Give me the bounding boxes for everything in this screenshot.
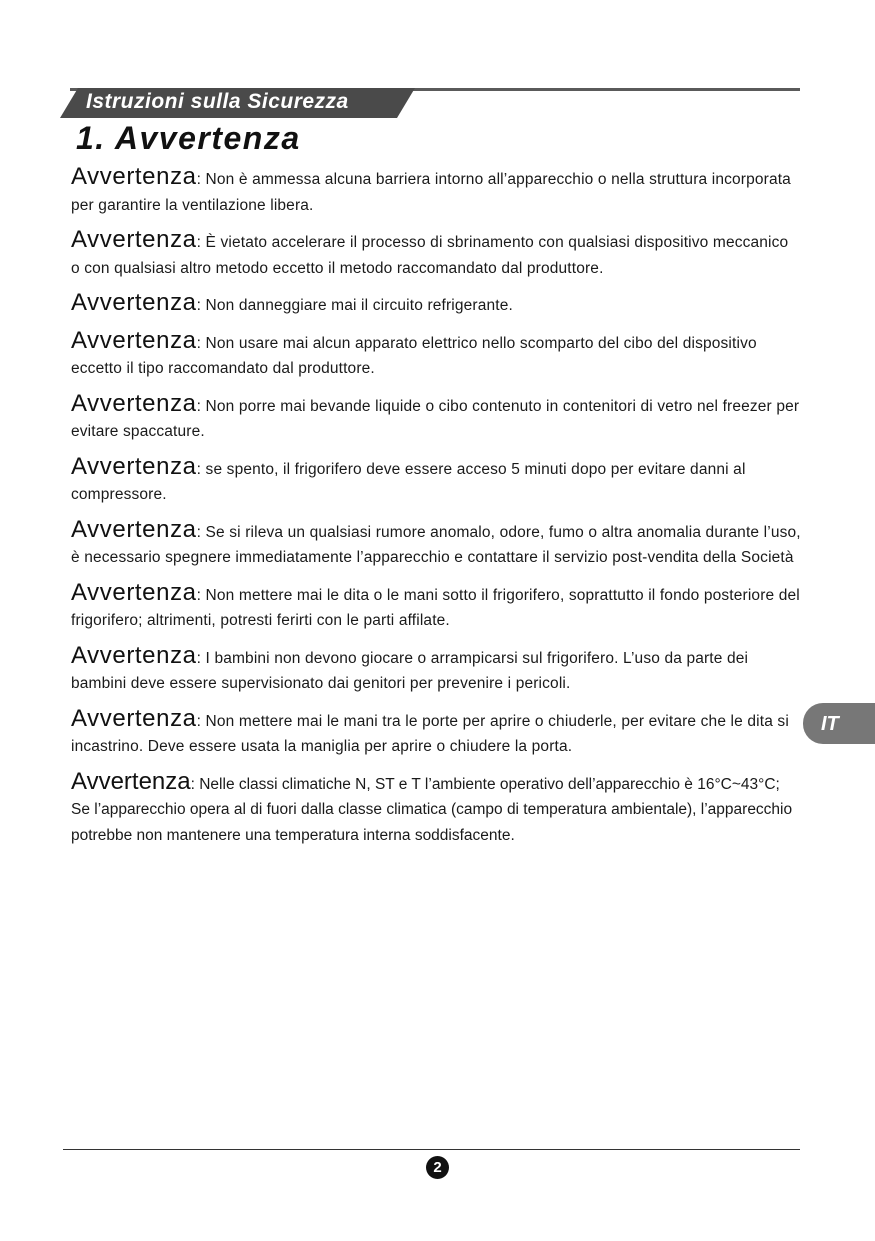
footer-rule bbox=[63, 1149, 800, 1150]
section-header-tab bbox=[60, 88, 415, 118]
language-label: IT bbox=[821, 713, 839, 735]
page-number: 2 bbox=[426, 1156, 449, 1179]
warning-keyword: Avvertenza bbox=[71, 515, 197, 543]
warning-item bbox=[71, 290, 801, 319]
warning-text: : Non danneggiare mai il circuito refrigerante. bbox=[196, 297, 513, 314]
warning-item bbox=[71, 391, 801, 445]
warning-keyword: Avvertenza bbox=[71, 389, 197, 417]
warning-text: : Se si rileva un qualsiasi rumore anomalo, odore, fumo o altra anomalia durante l’uso, è necessario spegnere immediatamente l’apparecchio e contattare il servizio post-vendita della Società bbox=[71, 523, 801, 566]
warning-item bbox=[71, 769, 801, 849]
warning-item bbox=[71, 164, 801, 218]
warning-item bbox=[71, 580, 801, 634]
warning-item bbox=[71, 227, 801, 281]
warning-keyword: Avvertenza bbox=[71, 289, 197, 316]
warning-keyword: Avvertenza bbox=[71, 767, 191, 795]
warning-keyword: Avvertenza bbox=[71, 704, 197, 732]
warning-text: : Non porre mai bevande liquide o cibo contenuto in contenitori di vetro nel freezer per evitare spaccature. bbox=[71, 397, 800, 440]
warning-item bbox=[71, 454, 801, 508]
warning-text: : Non è ammessa alcuna barriera intorno all’apparecchio o nella struttura incorporata per garantire la ventilazione libera. bbox=[71, 171, 791, 214]
warning-keyword: Avvertenza bbox=[71, 578, 197, 606]
warning-text: : se spento, il frigorifero deve essere acceso 5 minuti dopo per evitare danni al compressore. bbox=[71, 460, 746, 503]
warning-text: : Non usare mai alcun apparato elettrico nello scomparto del cibo del dispositivo eccetto il tipo raccomandato dal produttore. bbox=[71, 334, 757, 377]
warning-keyword: Avvertenza bbox=[71, 641, 197, 669]
warning-keyword: Avvertenza bbox=[71, 226, 197, 253]
warning-text: : Non mettere mai le dita o le mani sotto il frigorifero, soprattutto il fondo posteriore del frigorifero; altrimenti, potresti ferirti con le parti affilate. bbox=[71, 586, 800, 629]
warning-item bbox=[71, 643, 801, 697]
warning-text: : Non mettere mai le mani tra le porte per aprire o chiuderle, per evitare che le dita si incastrino. Deve essere usata la maniglia per aprire o chiudere la porta. bbox=[71, 712, 789, 755]
warning-text: : I bambini non devono giocare o arrampicarsi sul frigorifero. L’uso da parte dei bambini deve essere supervisionato dai genitori per prevenire i pericoli. bbox=[71, 649, 749, 692]
page-title: 1. Avvertenza bbox=[76, 120, 301, 156]
warning-item bbox=[71, 517, 801, 571]
warning-item bbox=[71, 328, 801, 382]
warning-list bbox=[71, 164, 801, 857]
warning-text: : Nelle classi climatiche N, ST e T l’ambiente operativo dell’apparecchio è 16°C~43°C; Se l’apparecchio opera al di fuori dalla classe climatica (campo di temperatura ambientale), l’apparecchio potrebbe non mantenere una temperatura interna soddisfacente. bbox=[71, 775, 793, 844]
warning-keyword: Avvertenza bbox=[71, 163, 197, 190]
warning-text: : È vietato accelerare il processo di sbrinamento con qualsiasi dispositivo meccanico o con qualsiasi altro metodo eccetto il metodo raccomandato dal produttore. bbox=[71, 234, 789, 277]
language-tab bbox=[803, 703, 875, 744]
warning-item bbox=[71, 706, 801, 760]
section-label: Istruzioni sulla Sicurezza bbox=[86, 90, 349, 113]
warning-keyword: Avvertenza bbox=[71, 326, 197, 354]
warning-keyword: Avvertenza bbox=[71, 452, 197, 480]
